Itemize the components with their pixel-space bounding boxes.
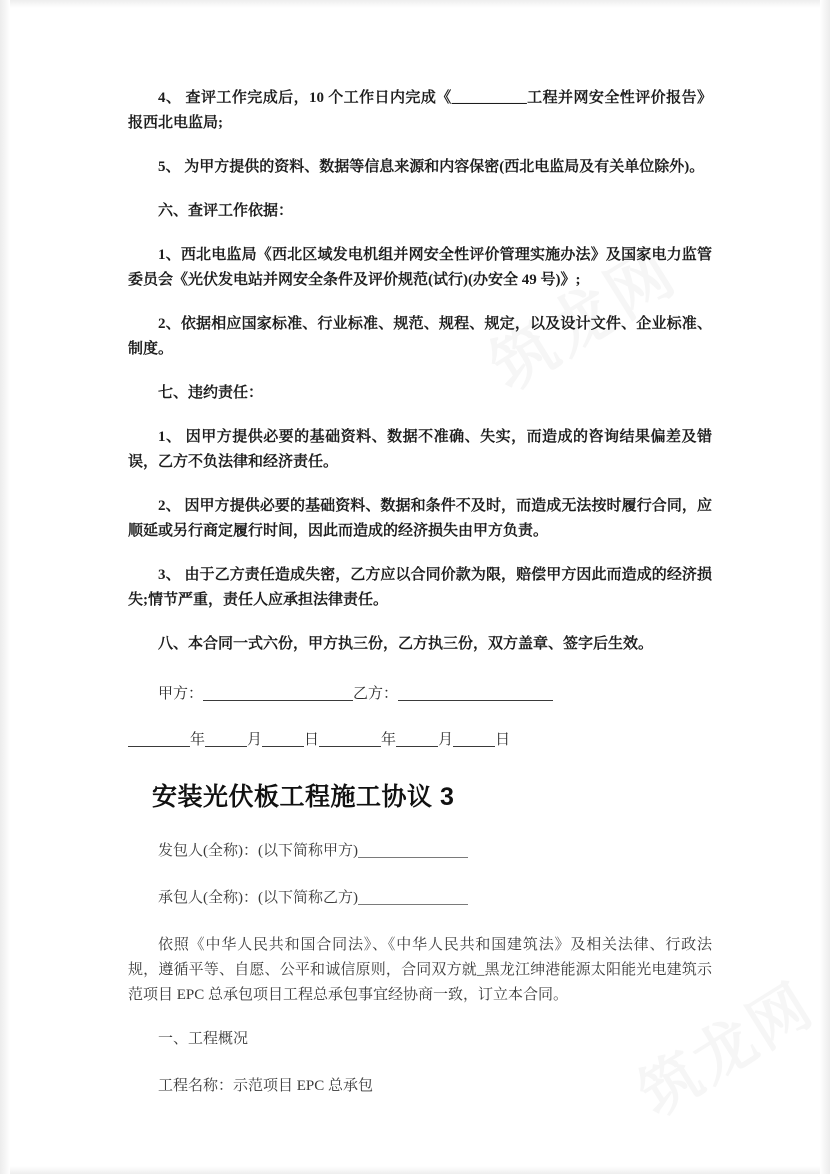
party-b-day-label: 日 xyxy=(495,732,511,748)
party-b-month-label: 月 xyxy=(438,732,454,748)
signature-date-row xyxy=(128,728,712,753)
preamble-paragraph: 依照《中华人民共和国合同法》、《中华人民共和国建筑法》及相关法律、行政法规，遵循平等、自愿、公平和诚信原则，合同双方就_黑龙江绅港能源太阳能光电建筑示范项目 EPC 总承包项目工程总承包事宜经协商一致，订立本合同。 xyxy=(128,937,712,1003)
party-a-year-label: 年 xyxy=(190,732,206,748)
party-a-day-field[interactable] xyxy=(262,746,304,747)
page-edge-top xyxy=(0,0,830,8)
seven-item-2: 2、 因甲方提供必要的基础资料、数据和条件不及时，而造成无法按时履行合同，应顺延或另行商定履行时间，因此而造成的经济损失由甲方负责。 xyxy=(128,498,712,539)
clause-4-text-after: 工程并网安全性评价报告》报西北电监局; xyxy=(128,90,712,131)
contractor-label: 承包人(全称)：(以下简称乙方) xyxy=(158,890,358,906)
party-b-day-field[interactable] xyxy=(453,746,495,747)
contractor-row xyxy=(128,886,712,911)
clause-4-paragraph xyxy=(128,86,712,136)
party-b-signature-field[interactable] xyxy=(398,700,553,701)
six-item-1: 1、西北电监局《西北区域发电机组并网安全性评价管理实施办法》及国家电力监管委员会《光伏发电站并网安全条件及评价规范(试行)(办安全 49 号)》; xyxy=(128,247,712,288)
section-heading-one: 一、工程概况 xyxy=(158,1031,249,1047)
party-a-year-field[interactable] xyxy=(128,746,190,747)
section-heading-seven: 七、违约责任： xyxy=(158,385,264,401)
party-a-month-label: 月 xyxy=(247,732,263,748)
clause-5-paragraph: 5、 为甲方提供的资料、数据等信息来源和内容保密(西北电监局及有关单位除外)。 xyxy=(158,159,705,175)
document-content xyxy=(128,86,712,1121)
employer-row xyxy=(128,839,712,864)
clause-4-text-before: 4、 查评工作完成后，10 个工作日内完成《 xyxy=(158,90,452,106)
page-edge-bottom xyxy=(0,1166,830,1174)
clause-4-blank-field: __________ xyxy=(451,90,527,106)
party-a-month-field[interactable] xyxy=(205,746,247,747)
page-edge-right xyxy=(820,0,830,1174)
seven-item-1: 1、 因甲方提供必要的基础资料、数据不准确、失实，而造成的咨询结果偏差及错误，乙方不负法律和经济责任。 xyxy=(128,429,712,470)
document-title: 安装光伏板工程施工协议 3 xyxy=(152,783,455,811)
seven-item-3: 3、 由于乙方责任造成失密，乙方应以合同价款为限，赔偿甲方因此而造成的经济损失;情节严重，责任人应承担法律责任。 xyxy=(128,567,712,608)
signature-parties-row xyxy=(128,682,712,707)
employer-label: 发包人(全称)：(以下简称甲方) xyxy=(158,843,358,859)
contractor-name-field[interactable] xyxy=(358,904,468,905)
page-edge-left xyxy=(0,0,10,1174)
section-heading-eight: 八、本合同一式六份，甲方执三份，乙方执三份，双方盖章、签字后生效。 xyxy=(158,636,654,652)
party-a-day-label: 日 xyxy=(304,732,320,748)
party-b-label: 乙方： xyxy=(353,686,399,702)
party-a-signature-field[interactable] xyxy=(203,700,353,701)
employer-name-field[interactable] xyxy=(358,857,468,858)
section-heading-six: 六、查评工作依据： xyxy=(158,203,294,219)
party-b-year-field[interactable] xyxy=(319,746,381,747)
six-item-2: 2、依据相应国家标准、行业标准、规范、规程、规定，以及设计文件、企业标准、制度。 xyxy=(128,316,712,357)
party-b-year-label: 年 xyxy=(381,732,397,748)
party-a-label: 甲方： xyxy=(158,686,204,702)
project-name-row: 工程名称：示范项目 EPC 总承包 xyxy=(158,1078,374,1094)
party-b-month-field[interactable] xyxy=(396,746,438,747)
